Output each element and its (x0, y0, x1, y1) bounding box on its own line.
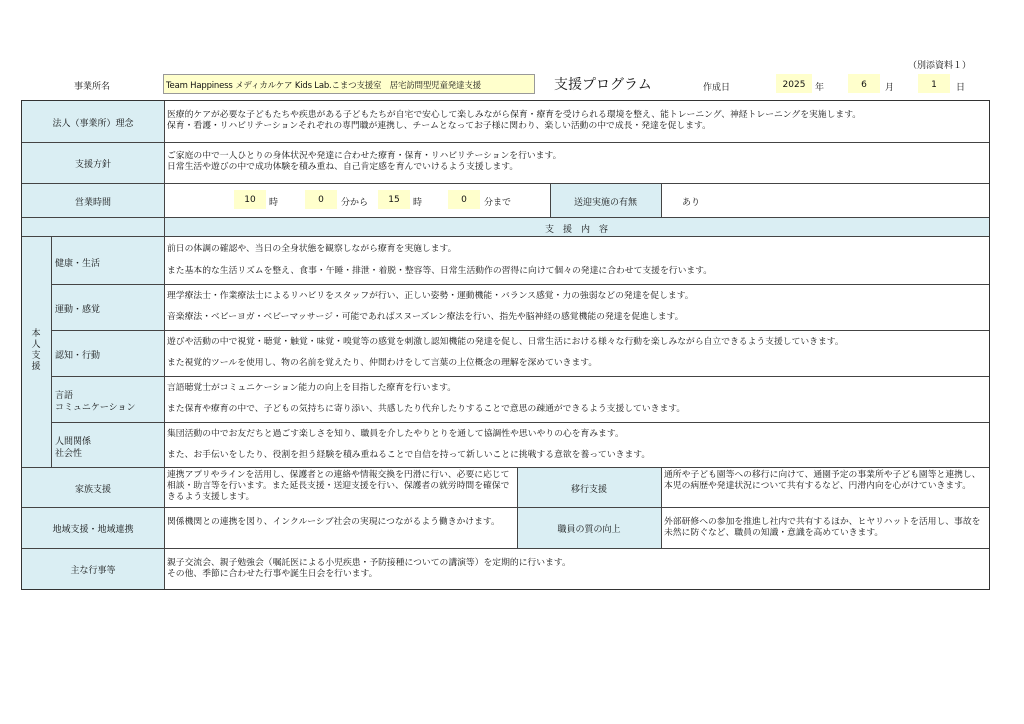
item-label-health: 健康・生活 (55, 259, 101, 269)
community-support-text: 関係機関との連携を図り、インクルーシブ社会の実現につながるよう働きかけます。 (167, 517, 500, 527)
row-divider (51, 376, 989, 377)
transport-value: あり (682, 198, 701, 208)
end-hour-value: 15 (388, 195, 400, 205)
start-hour-value: 10 (244, 195, 256, 205)
item-text-cognition-line1: 遊びや活動の中で視覚・聴覚・触覚・味覚・嗅覚等の感覚を刺激し認知機能の発達を促し、日常生活における様々な行動を楽しみながら自立できるよう支援していきます。 (167, 337, 844, 347)
row-divider (51, 422, 989, 423)
family-support-label: 家族支援 (74, 485, 111, 495)
end-hour-unit: 時 (413, 198, 423, 208)
item-text-motor-line2: 音楽療法・ベビーヨガ・ベビーマッサージ・可能であればスヌーズレン療法を行い、指先や脳神経の感覚機能の発達を促進します。 (167, 312, 684, 322)
transition-support-text: 通所や子ども園等への移行に向けて、通園予定の事業所や子ども園等と連携し、本児の病歴や発達状況について共有するなど、円滑内向を心がけていきます。 (664, 470, 981, 491)
policy-text-line2: 日常生活や遊びの中で成功体験を積み重ね、自己肯定感を育んでいけるよう支援します。 (167, 162, 519, 172)
events-text-line2: その他、季節に合わせた行事や誕生日会を行います。 (167, 569, 378, 579)
policy-text-line1: ご家庭の中で一人ひとりの身体状況や発達に合わせた療育・保育・リハビリテーションを行います。 (167, 151, 562, 161)
year-unit: 年 (815, 83, 825, 93)
item-text-health-line1: 前日の体調の確認や、当日の全身状態を観察しながら療育を実施します。 (167, 244, 457, 254)
policy-label: 支援方針 (74, 160, 111, 170)
column-divider (661, 183, 662, 217)
personal-support-label: 本人支援 (31, 329, 41, 372)
until-text: 分まで (484, 198, 512, 208)
day-unit: 日 (956, 83, 966, 93)
end-minute-value: 0 (461, 195, 467, 205)
item-text-cognition-line2: また視覚的ツールを使用し、物の名前を覚えたり、仲間わけをして言葉の上位概念の理解を深めていきます。 (167, 358, 598, 368)
item-label-motor: 運動・感覚 (55, 305, 101, 315)
hours-label: 営業時間 (74, 198, 111, 208)
philosophy-label: 法人（事業所）理念 (52, 119, 134, 129)
item-text-health-line2: また基本的な生活リズムを整え、食事・午睡・排泄・着脱・整容等、日常生活動作の習得に向けて個々の発達に合わせて支援を行います。 (167, 266, 713, 276)
program-title: 支援プログラム (554, 77, 652, 93)
from-text: 分から (341, 198, 369, 208)
community-support-label: 地域支援・地域連携 (52, 525, 134, 535)
day-value: 1 (931, 80, 937, 90)
attachment-reference: （別添資料１） (908, 61, 972, 71)
item-label-relationships: 人間関係 (55, 437, 92, 447)
row-divider (22, 467, 989, 468)
philosophy-text-line1: 医療的ケアが必要な子どもたちや疾患がある子どもたちが自宅で安心して楽しみながら保育・療育を受けられる環境を整え、能トレーニング、神経トレーニングを実施します。 (167, 110, 862, 120)
row-divider (22, 507, 989, 508)
philosophy-text-line2: 保育・看護・リハビリテーションそれぞれの専門職が連携し、チームとなってお子様に関わり、楽しい活動の中で成長・発達を促します。 (167, 121, 711, 131)
transition-support-label: 移行支援 (570, 485, 607, 495)
column-divider (164, 101, 165, 589)
month-unit: 月 (885, 83, 895, 93)
year-value: 2025 (782, 80, 806, 90)
column-divider (51, 236, 52, 467)
row-divider (22, 236, 989, 237)
item-text-relationships-line1: 集団活動の中でお友だちと過ごす楽しさを知り、職員を介したやりとりを通して協調性や思いやりの心を育みます。 (167, 429, 624, 439)
month-value: 6 (861, 80, 867, 90)
row-divider (22, 548, 989, 549)
support-content-header: 支 援 内 容 (544, 225, 608, 235)
events-label: 主な行事等 (70, 566, 116, 576)
date-label: 作成日 (703, 83, 731, 93)
item-label-cognition: 認知・行動 (55, 351, 101, 361)
column-divider (517, 467, 518, 548)
item-text-motor-line1: 理学療法士・作業療法士によるリハビリをスタッフが行い、正しい姿勢・運動機能・バランス感覚・力の強弱などの発達を促します。 (167, 291, 694, 301)
item-label-language: 言語 (55, 391, 74, 401)
support-program-table (21, 100, 990, 590)
row-divider (51, 284, 989, 285)
item-label-communication: コミュニケーション (55, 403, 136, 413)
transport-label: 送迎実施の有無 (573, 198, 637, 208)
row-divider (22, 183, 989, 184)
staff-quality-text: 外部研修への参加を推進し社内で共有するほか、ヒヤリハットを活用し、事故を未然に防ぐなど、職員の知識・意識を高めていきます。 (664, 517, 981, 538)
row-divider (22, 142, 989, 143)
family-support-text: 連携アプリやラインを活用し、保護者との連絡や情報交換を円滑に行い、必要に応じて相談・助言等を行います。また延長支援・送迎支援を行い、保護者の就労時間を確保できるよう支援します。 (167, 470, 510, 502)
start-minute-value: 0 (318, 195, 324, 205)
office-label: 事業所名 (74, 82, 111, 92)
item-text-relationships-line2: また、お手伝いをしたり、役割を担う経験を積み重ねることで自信を持って新しいことに挑戦する意欲を養っていきます。 (167, 450, 651, 460)
item-text-language-line1: 言語聴覚士がコミュニケーション能力の向上を目指した療育を行います。 (167, 383, 457, 393)
item-text-language-line2: また保育や療育の中で、子どもの気持ちに寄り添い、共感したり代弁したりすることで意思の疎通ができるよう支援していきます。 (167, 404, 686, 414)
office-name: Team Happiness メディカルケア Kids Lab.こまつ支援室 居宅訪問型児童発達支援 (166, 81, 481, 91)
start-hour-unit: 時 (269, 198, 279, 208)
column-divider (661, 467, 662, 548)
row-divider (51, 330, 989, 331)
row-divider (22, 217, 989, 218)
item-label-sociality: 社会性 (55, 449, 83, 459)
staff-quality-label: 職員の質の向上 (557, 525, 621, 535)
events-text-line1: 親子交流会、親子勉強会（嘱託医による小児疾患・予防接種についての講演等）を定期的に行います。 (167, 558, 571, 568)
